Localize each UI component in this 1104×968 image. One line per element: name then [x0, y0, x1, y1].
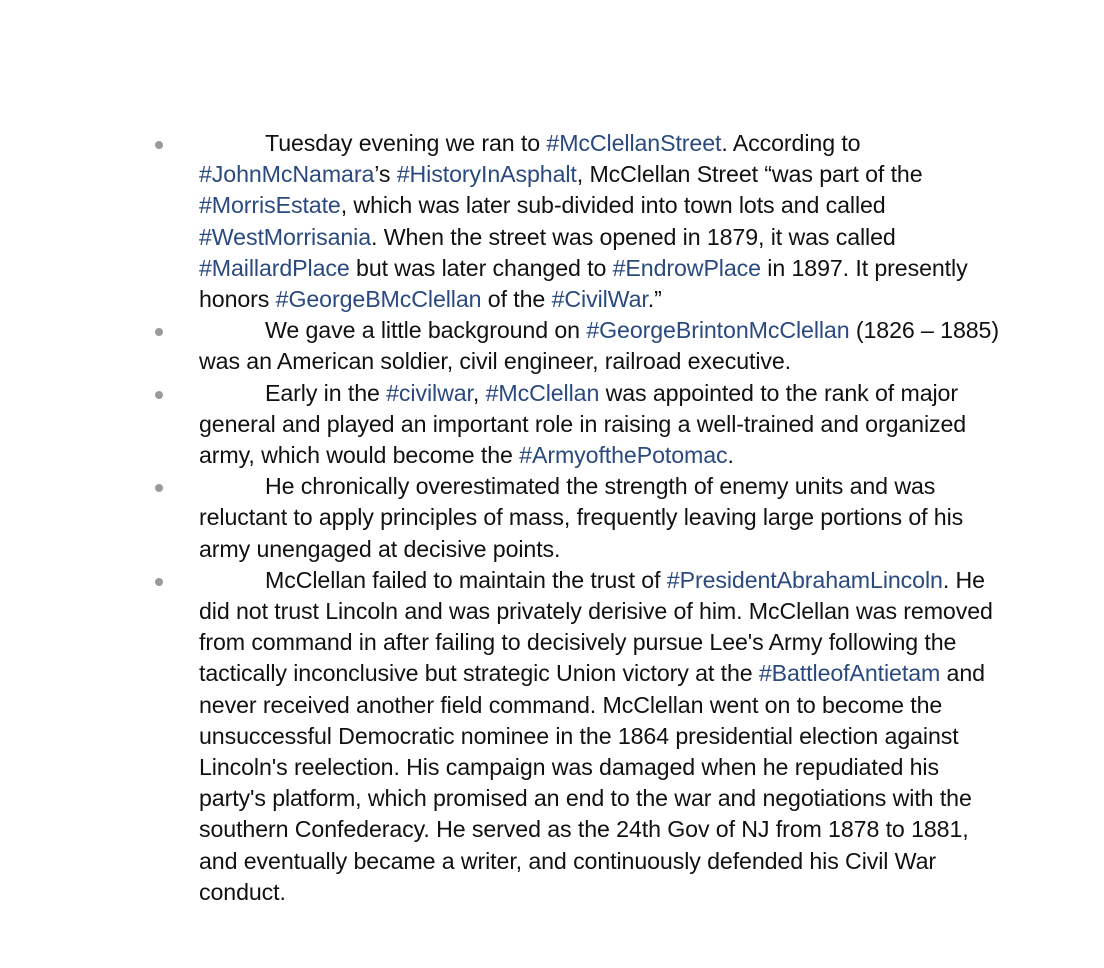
body-text: We gave a little background on	[265, 317, 587, 344]
bullet-dot-icon	[155, 391, 163, 399]
body-text: He chronically overestimated the strength of enemy units and was reluctant to apply principles of mass, frequently leaving large portions of his army unengaged at decisive points.	[199, 473, 964, 562]
body-text: ’s	[374, 161, 397, 188]
body-text: ,	[472, 379, 486, 406]
body-text: Early in the	[265, 379, 387, 406]
body-text: (1826 – 1885) was an American soldier, civil engineer, railroad executive.	[199, 317, 999, 375]
bullet-item	[0, 565, 999, 908]
body-text: of the	[481, 286, 552, 313]
hashtag-link[interactable]: #WestMorrisania	[199, 223, 372, 250]
bullet-dot-icon	[155, 141, 163, 149]
hashtag-link[interactable]: #McClellan	[485, 379, 600, 406]
bullet-item	[0, 378, 999, 472]
body-text: , which was later sub-divided into town lots and called	[340, 192, 886, 219]
hashtag-link[interactable]: #JohnMcNamara	[199, 161, 375, 188]
bullet-item	[0, 315, 999, 377]
body-text: .”	[647, 286, 662, 313]
hashtag-link[interactable]: #EndrowPlace	[612, 254, 761, 281]
hashtag-link[interactable]: #McClellanStreet	[546, 130, 722, 156]
body-text: . He did not trust Lincoln and was privately derisive of him. McClellan was removed from command in after failing to decisively pursue Lee's Army following the tactically inconclusive but strategic Union victory at the	[199, 566, 993, 687]
hashtag-link[interactable]: #ArmyofthePotomac	[519, 442, 728, 469]
body-text: .	[727, 442, 734, 469]
hashtag-link[interactable]: #GeorgeBMcClellan	[275, 286, 482, 313]
body-text: . According to	[721, 130, 861, 156]
hashtag-link[interactable]: #civilwar	[386, 379, 473, 406]
body-text: Tuesday evening we ran to	[265, 130, 547, 156]
hashtag-link[interactable]: #MorrisEstate	[199, 192, 341, 219]
bullet-dot-icon	[155, 328, 163, 336]
body-text: McClellan failed to maintain the trust of	[265, 566, 667, 593]
hashtag-link[interactable]: #HistoryInAsphalt	[396, 161, 577, 188]
document-body	[0, 128, 1104, 908]
bullet-item	[0, 471, 999, 565]
bullet-item	[0, 128, 999, 315]
bullet-list	[0, 128, 1104, 908]
bullet-dot-icon	[155, 484, 163, 492]
hashtag-link[interactable]: #GeorgeBrintonMcClellan	[586, 317, 850, 344]
hashtag-link[interactable]: #BattleofAntietam	[758, 660, 941, 687]
body-text: was appointed to the rank of major general and played an important role in raising a well-trained and organized army, which would become the	[199, 379, 967, 469]
body-text: . When the street was opened in 1879, it was called	[371, 223, 896, 250]
hashtag-link[interactable]: #MaillardPlace	[199, 254, 350, 281]
body-text: , McClellan Street “was part of the	[576, 161, 923, 188]
body-text: and never received another field command. McClellan went on to become the unsuccessful Democratic nominee in the 1864 presidential election against Lincoln's reelection. His campaign was damaged when he repudiated his party's platform, which promised an end to the war and negotiations with the southern Confederacy. He served as the 24th Gov of NJ from 1878 to 1881, and eventually became a writer, and continuously defended his Civil War conduct.	[199, 660, 985, 905]
body-text: but was later changed to	[349, 254, 613, 281]
body-text: in 1897. It presently honors	[199, 254, 968, 313]
bullet-dot-icon	[155, 578, 163, 586]
hashtag-link[interactable]: #PresidentAbrahamLincoln	[666, 566, 943, 593]
hashtag-link[interactable]: #CivilWar	[551, 286, 648, 313]
